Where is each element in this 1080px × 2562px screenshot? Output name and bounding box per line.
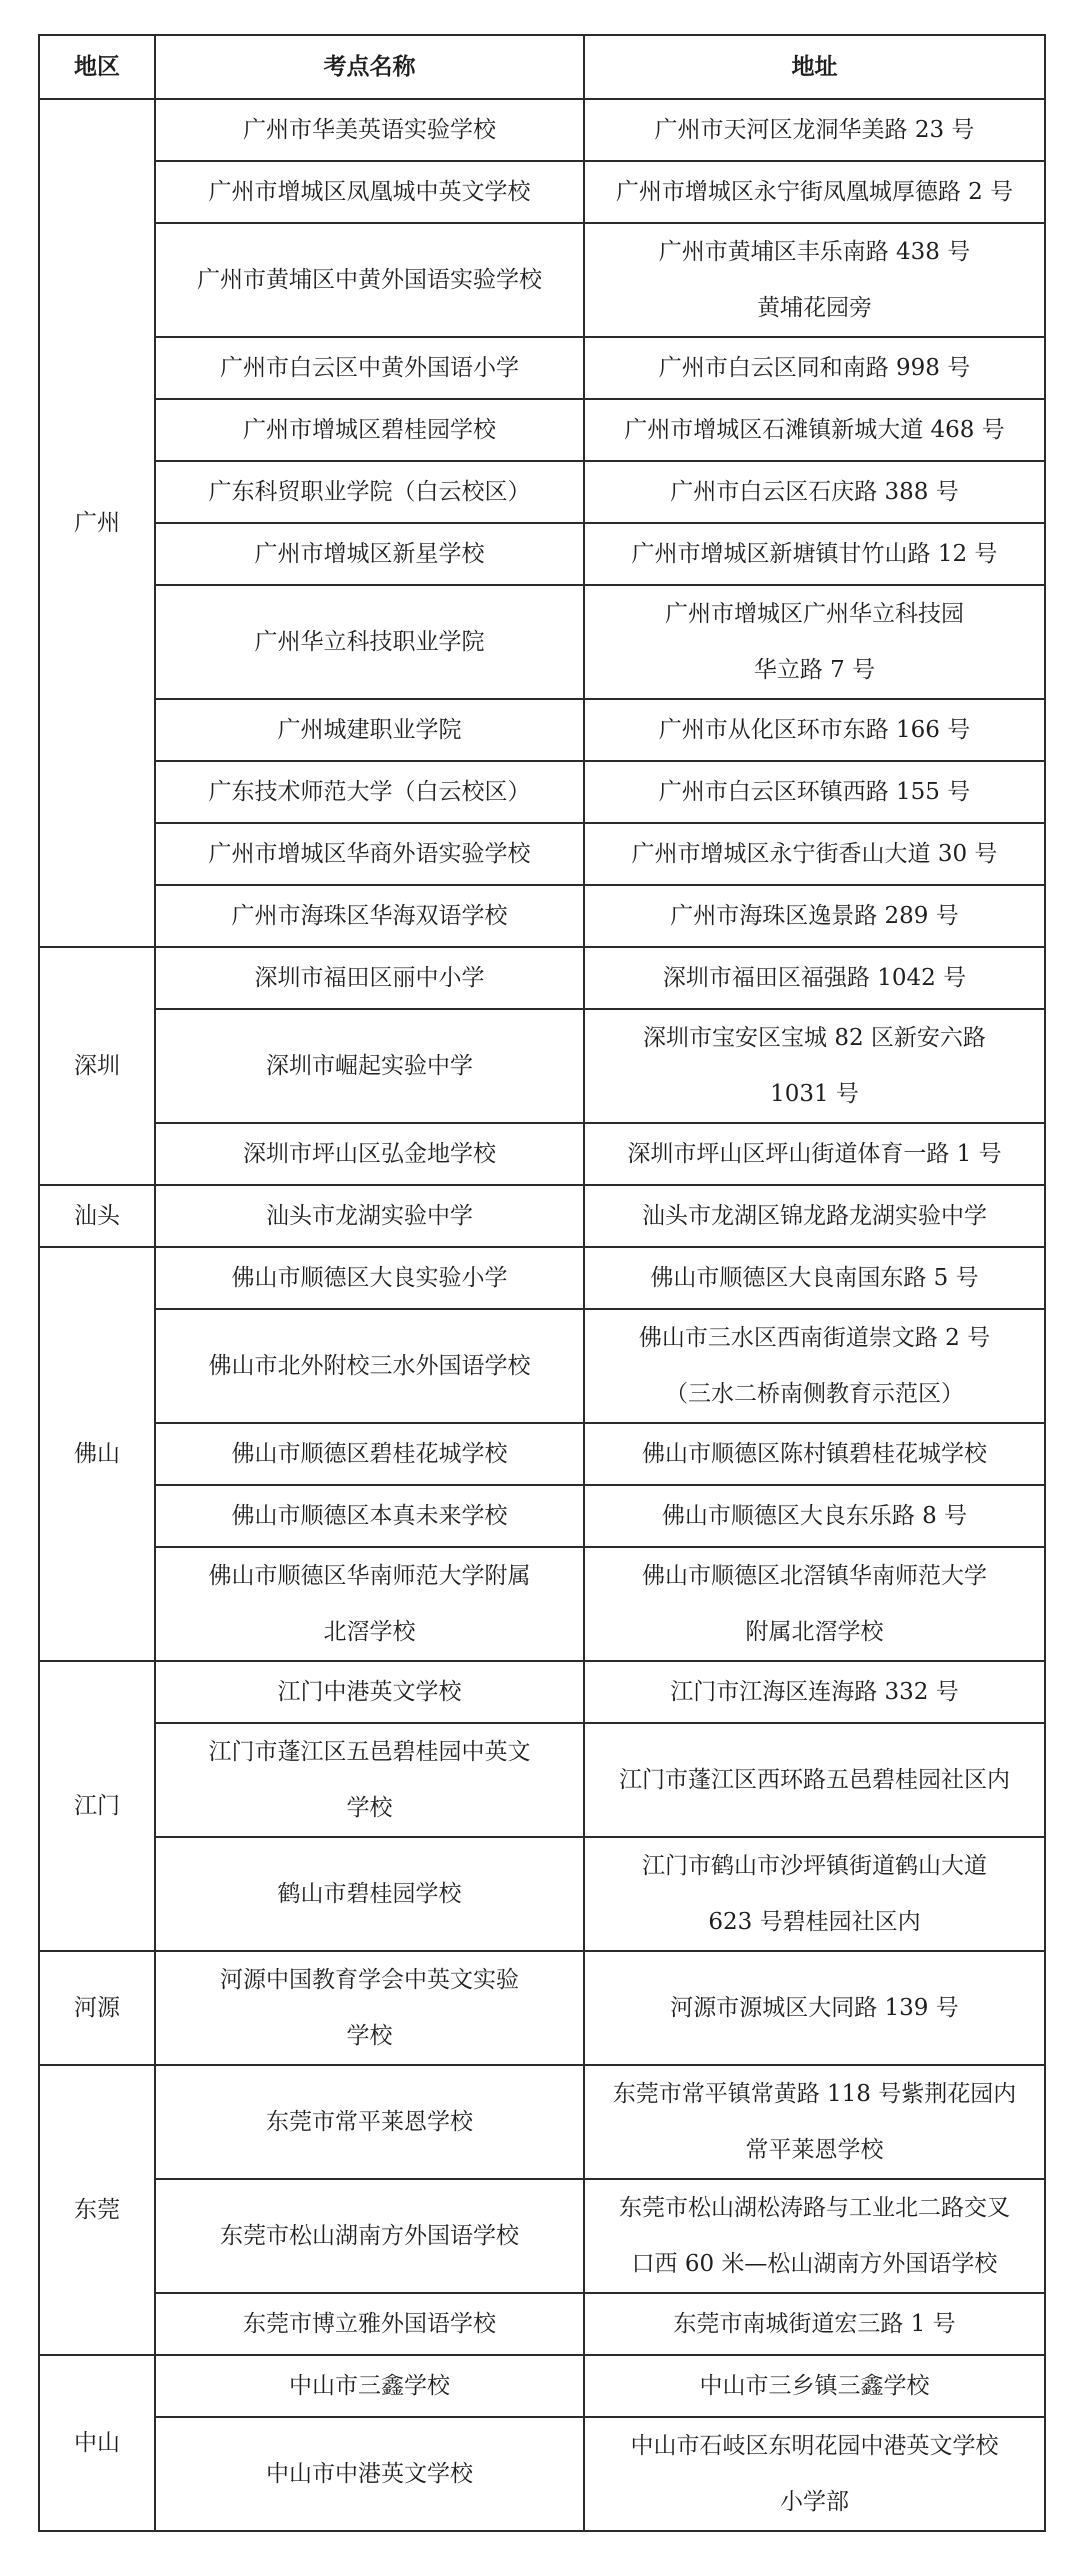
table-row [39,2179,1045,2293]
venue-name-cell-line: 学校 [346,1795,393,1821]
address-cell [584,1309,1045,1423]
venue-name-cell [155,1951,584,2065]
address-cell-line: 深圳市宝安区宝城 82 区新安六路 [643,1025,986,1051]
venue-name-cell [155,161,584,223]
address-cell-line: 常平莱恩学校 [745,2137,884,2163]
table-row [39,99,1045,161]
address-cell-line: 广州市白云区环镇西路 155 号 [658,779,971,805]
venue-name-cell [155,2355,584,2417]
venue-name-cell [155,2417,584,2531]
table-row [39,823,1045,885]
venue-name-cell-line: 江门市蓬江区五邑碧桂园中英文 [208,1739,531,1765]
address-cell-line: 广州市增城区永宁街凤凰城厚德路 2 号 [615,179,1014,205]
table-row [39,161,1045,223]
address-cell [584,1185,1045,1247]
address-cell-line: 东莞市南城街道宏三路 1 号 [673,2311,956,2337]
table-row [39,1547,1045,1661]
table-row [39,1951,1045,2065]
venue-name-cell-line: 广州市海珠区华海双语学校 [231,903,508,929]
address-cell-line: 广州市增城区石滩镇新城大道 468 号 [624,417,1005,443]
table-row [39,1485,1045,1547]
venue-name-cell [155,1423,584,1485]
address-cell [584,1661,1045,1723]
venue-name-cell [155,2293,584,2355]
table-row [39,2355,1045,2417]
venue-name-cell-line: 江门中港英文学校 [277,1679,462,1705]
address-cell-line: 附属北滘学校 [745,1619,884,1645]
table-row [39,1309,1045,1423]
address-cell-line: 江门市江海区连海路 332 号 [670,1679,959,1705]
address-cell-line: 广州市海珠区逸景路 289 号 [670,903,959,929]
venue-name-cell [155,1723,584,1837]
address-cell-line: 广州市增城区新塘镇甘竹山路 12 号 [631,541,998,567]
venue-name-cell [155,761,584,823]
venue-name-cell [155,1185,584,1247]
address-cell-line: 佛山市顺德区北滘镇华南师范大学 [642,1563,987,1589]
address-cell [584,461,1045,523]
venue-name-cell [155,1009,584,1123]
address-cell [584,2417,1045,2531]
address-cell-line: 广州市增城区永宁街香山大道 30 号 [631,841,998,867]
table-row [39,337,1045,399]
address-cell [584,2179,1045,2293]
address-cell [584,523,1045,585]
address-cell [584,223,1045,337]
venue-name-cell-line: 广州市黄埔区中黄外国语实验学校 [197,267,542,293]
address-cell [584,823,1045,885]
venue-name-cell [155,523,584,585]
table-row [39,761,1045,823]
address-cell-line: 广州市从化区环市东路 166 号 [658,717,971,743]
venue-name-cell-line: 广州市华美英语实验学校 [243,117,496,143]
table-row [39,585,1045,699]
venue-name-cell-line: 东莞市博立雅外国语学校 [243,2311,496,2337]
region-cell: 汕头 [39,1185,155,1247]
table-row [39,885,1045,947]
table-row [39,461,1045,523]
table-header-row [39,35,1045,99]
table-row [39,2065,1045,2179]
venue-name-cell [155,461,584,523]
table-row [39,2417,1045,2531]
venue-name-cell-line: 广东科贸职业学院（白云校区） [208,479,531,505]
header-address: 地址 [584,35,1045,99]
address-cell-line: （三水二桥南侧教育示范区） [665,1381,964,1407]
address-cell-line: 东莞市松山湖松涛路与工业北二路交叉 [619,2195,1010,2221]
address-cell [584,1247,1045,1309]
venue-name-cell [155,1485,584,1547]
venue-name-cell-line: 深圳市崛起实验中学 [266,1053,473,1079]
header-venue-name: 考点名称 [155,35,584,99]
venue-name-cell [155,2179,584,2293]
address-cell-line: 东莞市常平镇常黄路 118 号紫荆花园内 [612,2081,1017,2107]
venue-name-cell [155,223,584,337]
address-cell-line: 623 号碧桂园社区内 [708,1909,921,1935]
address-cell [584,161,1045,223]
table-row [39,1837,1045,1951]
table-row [39,1423,1045,1485]
venue-name-cell [155,337,584,399]
venue-name-cell-line: 广州市增城区凤凰城中英文学校 [208,179,531,205]
address-cell [584,1009,1045,1123]
address-cell-line: 广州市增城区广州华立科技园 [665,601,964,627]
address-cell [584,885,1045,947]
address-cell [584,2355,1045,2417]
region-cell: 中山 [39,2355,155,2531]
venue-name-cell [155,1247,584,1309]
address-cell [584,1951,1045,2065]
venue-name-cell-line: 东莞市松山湖南方外国语学校 [220,2223,519,2249]
venue-name-cell [155,399,584,461]
table-row [39,1123,1045,1185]
venue-name-cell-line: 汕头市龙湖实验中学 [266,1203,473,1229]
address-cell-line: 深圳市福田区福强路 1042 号 [662,965,967,991]
venue-name-cell [155,823,584,885]
address-cell-line: 中山市石岐区东明花园中港英文学校 [630,2433,999,2459]
table-row [39,399,1045,461]
venue-name-cell-line: 东莞市常平莱恩学校 [266,2109,473,2135]
venue-name-cell-line: 广州市增城区华商外语实验学校 [208,841,531,867]
address-cell [584,1485,1045,1547]
address-cell [584,1423,1045,1485]
address-cell [584,1837,1045,1951]
region-cell: 东莞 [39,2065,155,2355]
address-cell-line: 中山市三乡镇三鑫学校 [699,2373,930,2399]
venue-name-cell-line: 中山市三鑫学校 [289,2373,450,2399]
address-cell [584,2065,1045,2179]
venue-name-cell-line: 北滘学校 [323,1619,416,1645]
address-cell [584,1123,1045,1185]
table-body [39,99,1045,2531]
address-cell-line: 江门市鹤山市沙坪镇街道鹤山大道 [642,1853,987,1879]
address-cell [584,761,1045,823]
address-cell-line: 广州市黄埔区丰乐南路 438 号 [658,239,971,265]
address-cell-line: 黄埔花园旁 [757,295,872,321]
venue-name-cell [155,1309,584,1423]
address-cell-line: 佛山市顺德区陈村镇碧桂花城学校 [642,1441,987,1467]
venue-name-cell [155,885,584,947]
venue-name-cell [155,1837,584,1951]
table-row [39,1661,1045,1723]
table-row [39,523,1045,585]
venue-name-cell-line: 广州市增城区新星学校 [254,541,485,567]
address-cell [584,585,1045,699]
exam-venue-table-container [38,34,1044,2532]
address-cell-line: 华立路 7 号 [753,657,876,683]
address-cell [584,947,1045,1009]
venue-name-cell-line: 中山市中港英文学校 [266,2461,473,2487]
header-region: 地区 [39,35,155,99]
address-cell-line: 口西 60 米—松山湖南方外国语学校 [631,2251,998,2277]
region-cell: 深圳 [39,947,155,1185]
venue-name-cell-line: 佛山市顺德区本真未来学校 [231,1503,508,1529]
address-cell [584,1723,1045,1837]
address-cell [584,699,1045,761]
region-cell: 广州 [39,99,155,947]
venue-name-cell-line: 鹤山市碧桂园学校 [277,1881,462,1907]
address-cell-line: 佛山市顺德区大良南国东路 5 号 [650,1265,979,1291]
venue-name-cell-line: 佛山市顺德区碧桂花城学校 [231,1441,508,1467]
venue-name-cell-line: 佛山市北外附校三水外国语学校 [208,1353,531,1379]
venue-name-cell-line: 广州城建职业学院 [277,717,462,743]
table-row [39,2293,1045,2355]
venue-name-cell-line: 广州华立科技职业学院 [254,629,485,655]
exam-venue-table [38,34,1046,2532]
region-cell: 江门 [39,1661,155,1951]
address-cell-line: 深圳市坪山区坪山街道体育一路 1 号 [627,1141,1002,1167]
region-cell: 佛山 [39,1247,155,1661]
table-row [39,1009,1045,1123]
venue-name-cell [155,2065,584,2179]
venue-name-cell-line: 深圳市坪山区弘金地学校 [243,1141,496,1167]
venue-name-cell-line: 深圳市福田区丽中小学 [254,965,485,991]
table-row [39,1723,1045,1837]
venue-name-cell-line: 广东技术师范大学（白云校区） [208,779,531,805]
table-row [39,223,1045,337]
venue-name-cell [155,1661,584,1723]
address-cell [584,2293,1045,2355]
venue-name-cell [155,1547,584,1661]
venue-name-cell-line: 佛山市顺德区华南师范大学附属 [208,1563,531,1589]
table-row [39,699,1045,761]
address-cell [584,337,1045,399]
address-cell-line: 佛山市顺德区大良东乐路 8 号 [661,1503,968,1529]
address-cell [584,1547,1045,1661]
address-cell-line: 广州市白云区同和南路 998 号 [658,355,971,381]
venue-name-cell-line: 学校 [346,2023,393,2049]
address-cell-line: 广州市白云区石庆路 388 号 [670,479,959,505]
venue-name-cell [155,699,584,761]
address-cell-line: 小学部 [780,2489,849,2515]
address-cell-line: 佛山市三水区西南街道崇文路 2 号 [638,1325,991,1351]
venue-name-cell [155,947,584,1009]
venue-name-cell [155,585,584,699]
address-cell [584,99,1045,161]
venue-name-cell-line: 广州市白云区中黄外国语小学 [220,355,519,381]
table-row [39,947,1045,1009]
region-cell: 河源 [39,1951,155,2065]
address-cell-line: 广州市天河区龙洞华美路 23 号 [654,117,975,143]
venue-name-cell-line: 佛山市顺德区大良实验小学 [231,1265,508,1291]
venue-name-cell [155,99,584,161]
address-cell-line: 汕头市龙湖区锦龙路龙湖实验中学 [642,1203,987,1229]
address-cell-line: 1031 号 [770,1081,859,1107]
address-cell [584,399,1045,461]
venue-name-cell-line: 河源中国教育学会中英文实验 [220,1967,519,1993]
address-cell-line: 河源市源城区大同路 139 号 [670,1995,959,2021]
table-row [39,1247,1045,1309]
venue-name-cell-line: 广州市增城区碧桂园学校 [243,417,496,443]
table-row [39,1185,1045,1247]
address-cell-line: 江门市蓬江区西环路五邑碧桂园社区内 [619,1767,1010,1793]
venue-name-cell [155,1123,584,1185]
